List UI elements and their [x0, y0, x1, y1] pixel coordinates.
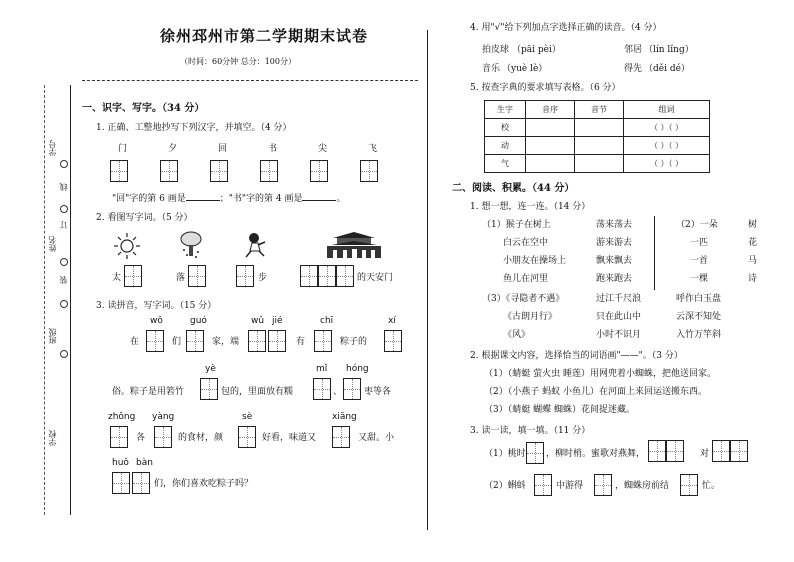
s2-q1-mid: 跑来跑去: [596, 274, 633, 284]
s2-q2-item[interactable]: （2）（小燕子 蚂蚁 小鱼儿）在河面上来回运送搬东西。: [484, 387, 707, 397]
q1-blank-b[interactable]: [302, 200, 336, 201]
gutter-label-studentno: 学号: [48, 140, 57, 156]
q3-text: 俗。粽子是用箬竹: [112, 387, 185, 397]
s2-q3-item1: （1）桃时: [484, 449, 526, 459]
q3-text: 在: [130, 337, 140, 347]
q1-fill-a: "回"字的第 6 画是: [112, 194, 186, 204]
s2-q2-title: 2. 根据课文内容，选择恰当的词语画"——"。（3 分）: [470, 351, 683, 361]
q3-text: 们: [172, 337, 182, 347]
q4-word: 得先: [624, 64, 643, 74]
s2-q3-item2: ，蜘蛛房前结: [615, 481, 670, 491]
q4-opts[interactable]: （yuè lè）: [502, 64, 548, 74]
q1-title: 1. 正确、工整地抄写下列汉字，并填空。（4 分）: [96, 123, 292, 133]
q3-pinyin: huǒ: [112, 458, 129, 468]
s2-q1-right-a: （2）一朵: [676, 220, 718, 230]
gutter-label-order: 订: [59, 221, 68, 229]
s2-q2-item[interactable]: （1）（蜻蜓 萤火虫 睡莲）用网兜着小蜘蛛，把他送回家。: [484, 369, 716, 379]
q1-fill-b: ；"书"字的第 4 画是: [219, 194, 303, 204]
s2-q1-line: 小时不识月: [596, 330, 642, 340]
q3-text: 枣等各: [364, 387, 392, 397]
q1-box[interactable]: [160, 160, 178, 182]
q3-box[interactable]: [313, 378, 331, 400]
q5-title: 5. 按查字典的要求填写表格。（6 分）: [470, 83, 621, 93]
s2-q1-left: 小朋友在操场上: [503, 256, 567, 266]
gutter-circle: [60, 300, 68, 308]
exam-title: 徐州邳州市第二学期期末试卷: [160, 27, 369, 45]
gutter-circle: [60, 160, 68, 168]
q1-fill-end: 。: [336, 194, 346, 204]
q3-pinyin: wǒ: [150, 316, 163, 326]
q5-row-char: 动: [485, 137, 526, 155]
q3-box[interactable]: [384, 330, 402, 352]
s2-q1-right-a: 一首: [690, 256, 709, 266]
q5-header: 组词: [624, 101, 710, 119]
s2-q3-item2: 中游得: [556, 481, 584, 491]
q2-word: 步: [258, 273, 268, 283]
tree-image: [178, 230, 204, 260]
tiananmen-image: [325, 230, 383, 260]
gutter-label-bind: 装: [59, 276, 68, 284]
s2-q1-poem: （3）《寻隐者不遇》: [482, 294, 565, 304]
q4-opts[interactable]: （lín lǐng）: [644, 45, 694, 55]
q2-box[interactable]: [318, 265, 336, 287]
q3-box[interactable]: [186, 330, 204, 352]
q1-char: 书: [268, 144, 278, 154]
s2-q1-left: 鱼儿在河里: [503, 274, 549, 284]
s2-q3-title: 3. 读一读，填一填。（11 分）: [470, 426, 591, 436]
q1-fill: [112, 193, 345, 205]
q1-char: 尖: [318, 144, 328, 154]
s2-q1-right-b: 诗: [748, 274, 758, 284]
q3-text: 家，端: [212, 337, 240, 347]
q5-header: 音序: [526, 101, 575, 119]
q1-char: 门: [118, 144, 128, 154]
q3-pinyin: mǐ: [316, 364, 328, 374]
q3-text: 包的，里面放有糯: [221, 387, 294, 397]
q1-char: 回: [218, 144, 228, 154]
q1-box[interactable]: [110, 160, 128, 182]
s2-q3-item2: 忙。: [702, 481, 721, 491]
gutter-circle: [60, 258, 68, 266]
q3-pinyin: yè: [205, 364, 216, 374]
s2-q1-title: 1. 想一想，连一连。（14 分）: [470, 202, 591, 212]
q3-box[interactable]: [154, 426, 172, 448]
q3-box[interactable]: [238, 426, 256, 448]
q1-box[interactable]: [360, 160, 378, 182]
q5-cell[interactable]: （ ）（ ）: [624, 155, 710, 173]
s2-q3-box[interactable]: [666, 440, 684, 462]
running-child-image: [242, 231, 268, 259]
gutter-label-name: 姓名: [48, 236, 57, 252]
s2-q1-divider: [654, 216, 655, 290]
q1-box[interactable]: [210, 160, 228, 182]
q2-word: 太: [112, 273, 122, 283]
q1-blank-a[interactable]: [186, 200, 220, 201]
q4-opts[interactable]: （děi dé）: [644, 64, 690, 74]
q2-word: 落: [176, 273, 186, 283]
q1-char: 飞: [368, 144, 378, 154]
q3-box[interactable]: [268, 330, 286, 352]
q2-box[interactable]: [236, 265, 254, 287]
q3-pinyin: xiāng: [332, 412, 357, 422]
s2-q1-left: （1）猴子在树上: [482, 220, 551, 230]
q3-box[interactable]: [314, 330, 332, 352]
q3-text: 的食材，颜: [178, 433, 224, 443]
s2-q1-right-b: 花: [748, 238, 758, 248]
q3-text: 粽子的: [340, 337, 368, 347]
q4-opts[interactable]: （pāi pèi）: [512, 45, 561, 55]
q3-box[interactable]: [343, 378, 361, 400]
gutter-label-school: 学校: [48, 430, 57, 446]
q4-word: 拍皮球: [482, 45, 510, 55]
q5-row-char: 校: [485, 119, 526, 137]
q3-text: 们，你们喜欢吃粽子吗？: [154, 479, 254, 489]
q4-title: 4. 用"√"给下列加点字选择正确的读音。（4 分）: [470, 23, 662, 33]
s2-q2-item[interactable]: （3）（蜻蜓 蝴蝶 蜘蛛）花间捉迷藏。: [484, 405, 635, 415]
section1-title: 一、识字、写字。（34 分）: [82, 103, 205, 114]
s2-q1-line2: 云深不知处: [676, 312, 722, 322]
q3-pinyin: xí: [388, 316, 396, 326]
q3-box[interactable]: [248, 330, 266, 352]
gutter-circle: [60, 350, 68, 358]
sun-image: [113, 232, 141, 260]
q5-cell[interactable]: （ ）（ ）: [624, 119, 710, 137]
section2-title: 二、阅读、积累。（44 分）: [452, 183, 575, 194]
gutter-label-class: 班级: [48, 328, 57, 344]
q3-pinyin: yàng: [152, 412, 175, 422]
q2-word: 的天安门: [357, 273, 394, 283]
s2-q1-poem: 《古朗月行》: [503, 312, 558, 322]
page-divider: [427, 30, 428, 530]
s2-q3-box[interactable]: [594, 474, 612, 496]
q1-box[interactable]: [260, 160, 278, 182]
gutter-circle: [60, 205, 68, 213]
q5-header: 生字: [485, 101, 526, 119]
q5-cell[interactable]: （ ）（ ）: [624, 137, 710, 155]
q1-char: 夕: [168, 144, 178, 154]
q2-box[interactable]: [124, 265, 142, 287]
s2-q3-item2: （2）蝌蚪: [484, 481, 526, 491]
q5-header: 音节: [575, 101, 624, 119]
q5-cell[interactable]: [526, 119, 575, 137]
s2-q3-item1: 对: [700, 449, 710, 459]
s2-q1-poem: 《风》: [503, 330, 531, 340]
q3-box[interactable]: [146, 330, 164, 352]
s2-q1-right-a: 一棵: [690, 274, 709, 284]
q3-box[interactable]: [332, 426, 350, 448]
s2-q1-mid: 飘来飘去: [596, 256, 633, 266]
q2-box[interactable]: [188, 265, 206, 287]
q1-box[interactable]: [310, 160, 328, 182]
s2-q1-mid: 游来游去: [596, 238, 633, 248]
q4-word: 邻居: [624, 45, 643, 55]
s2-q3-item1: ，柳时梢。蜜歌对燕舞，: [546, 449, 646, 459]
q3-box[interactable]: [200, 378, 218, 400]
q3-pinyin: zhǒng: [108, 412, 136, 422]
q3-box[interactable]: [110, 426, 128, 448]
exam-subtitle: （时间：60分钟 总分：100分）: [180, 57, 296, 66]
s2-q3-box[interactable]: [712, 440, 730, 462]
s2-q3-box[interactable]: [730, 440, 748, 462]
q3-text: 各: [136, 433, 146, 443]
q3-pinyin: sè: [242, 412, 253, 422]
s2-q3-box[interactable]: [680, 474, 698, 496]
q3-text: 、: [333, 387, 343, 397]
q3-title: 3. 读拼音，写字词。（15 分）: [96, 301, 217, 311]
gutter-line-outer: [44, 85, 45, 515]
s2-q1-right-b: 马: [748, 256, 758, 266]
s2-q1-line2: 入竹万竿斜: [676, 330, 722, 340]
q5-cell[interactable]: [575, 155, 624, 173]
s2-q1-right-a: 一匹: [690, 238, 709, 248]
s2-q1-line: 只在此山中: [596, 312, 642, 322]
q5-cell[interactable]: [575, 119, 624, 137]
q2-box[interactable]: [336, 265, 354, 287]
s2-q1-right-b: 树: [748, 220, 758, 230]
q5-cell[interactable]: [526, 155, 575, 173]
gutter-label-line: 线: [59, 183, 68, 191]
q5-table: [484, 100, 710, 173]
q3-pinyin: hóng: [346, 364, 369, 374]
s2-q1-line2: 呼作白玉盘: [676, 294, 722, 304]
q3-text: 好看，味道又: [262, 433, 317, 443]
s2-q3-box[interactable]: [648, 440, 666, 462]
header-divider: [82, 80, 418, 81]
q3-pinyin: jié: [272, 316, 283, 326]
s2-q1-left: 白云在空中: [503, 238, 549, 248]
s2-q1-line: 过江千尺浪: [596, 294, 642, 304]
q2-box[interactable]: [300, 265, 318, 287]
q2-title: 2. 看图写字词。（5 分）: [96, 213, 193, 223]
s2-q1-mid: 荡来荡去: [596, 220, 633, 230]
q5-cell[interactable]: [526, 137, 575, 155]
q5-cell[interactable]: [575, 137, 624, 155]
q3-pinyin: bàn: [136, 458, 153, 468]
q3-text: 有: [296, 337, 306, 347]
gutter-line: [70, 85, 71, 515]
s2-q3-box[interactable]: [526, 442, 544, 464]
q4-word: 音乐: [482, 64, 501, 74]
q3-box[interactable]: [132, 472, 150, 494]
q3-box[interactable]: [112, 472, 130, 494]
q3-pinyin: wǔ: [251, 316, 265, 326]
q3-pinyin: guó: [190, 316, 207, 326]
q3-pinyin: chī: [320, 316, 334, 326]
s2-q3-box[interactable]: [534, 474, 552, 496]
q3-text: 又甜。小: [358, 433, 395, 443]
q5-row-char: 气: [485, 155, 526, 173]
